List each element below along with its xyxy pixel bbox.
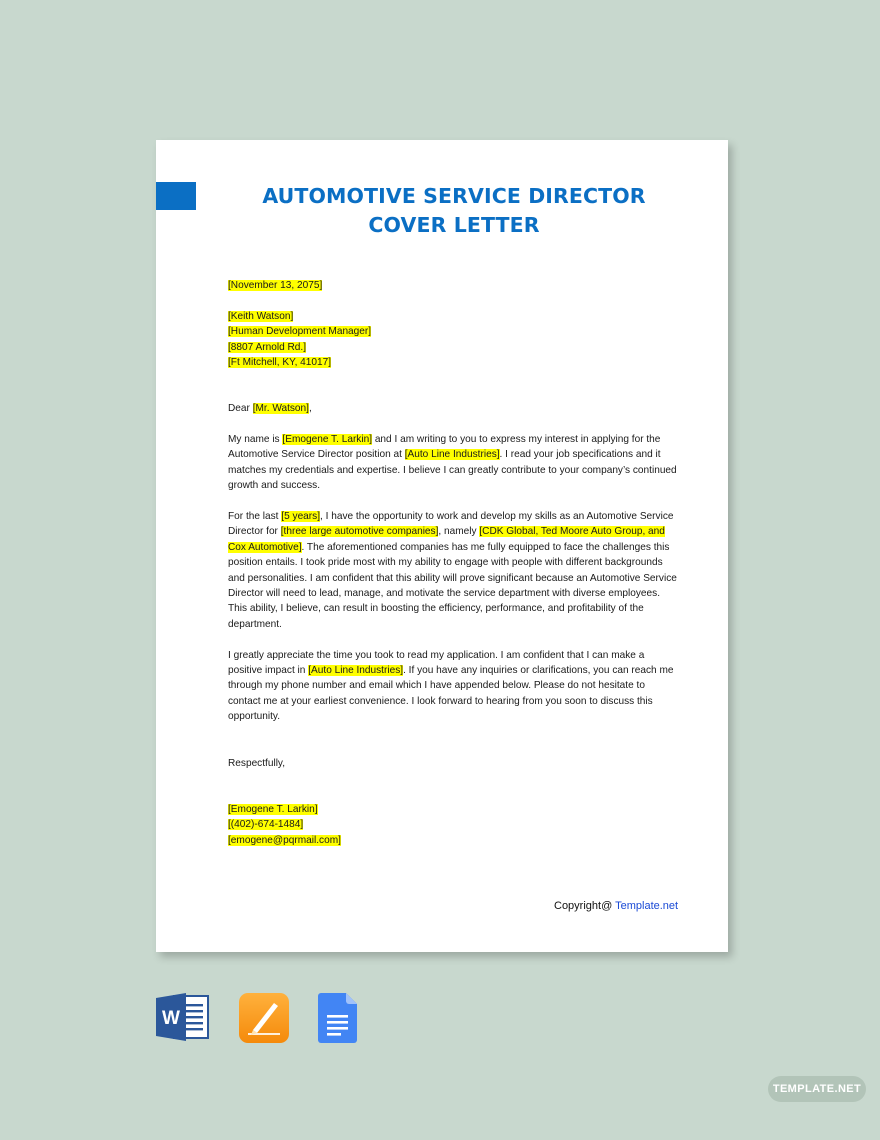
applicant-name-highlight: [Emogene T. Larkin] [282, 434, 373, 446]
word-icon[interactable] [156, 992, 210, 1047]
signature-email: [emogene@pqrmail.com] [228, 834, 341, 846]
years-highlight: [5 years] [281, 511, 321, 523]
document-page [156, 140, 728, 952]
companies-list-highlight: [CDK Global, Ted Moore Auto Group, and Cox Automotive] [228, 526, 665, 553]
date: [November 13, 2075] [228, 280, 323, 291]
date-line [228, 278, 680, 293]
signature-phone-line [228, 817, 680, 832]
salutation-prefix: Dear [228, 403, 253, 415]
paragraph-2: For the last [5 years], I have the opportunity to work and develop my skills as an Automotive Service Director for [three large automotive companies], namely [CDK Global, Ted Moore Auto Group, and Cox Automotive]. The aforementioned companies has me fully equipped to face the challenges this position entails. I took pride most with my ability to engage with people with different backgrounds and personalities. I am confident that this ability will prove significant because an Automotive Service Director will need to lead, manage, and motivate the service department with diverse employees. This ability, I believe, can result in boosting the efficiency, performance, and profitability of the department. [228, 511, 677, 630]
signature-name-line [228, 802, 680, 817]
document-title [156, 182, 752, 240]
recipient-position: [Human Development Manager] [228, 326, 372, 338]
copyright-text: Copyright@ [554, 900, 616, 912]
recipient-position-line [228, 324, 680, 339]
companies-count-highlight: [three large automotive companies] [280, 526, 439, 538]
svg-text:W: W [162, 1008, 180, 1029]
company-highlight-2: [Auto Line Industries] [308, 665, 404, 677]
paragraph-3: I greatly appreciate the time you took to read my application. I am confident that I can make a positive impact in [Auto Line Industries]. If you have any inquiries or clarifications, you can reach me through my phone number and email which I have appended below. Please do not hesitate to contact me at your earliest convenience. I look forward to hearing from you soon to discuss this opportunity. [228, 649, 674, 723]
salutation-name: [Mr. Watson] [252, 403, 309, 415]
signature-name: [Emogene T. Larkin] [228, 803, 318, 815]
company-highlight: [Auto Line Industries] [404, 449, 500, 461]
paragraph-1: My name is [Emogene T. Larkin] and I am writing to you to express my interest in applying for the Automotive Service Director position at [Auto Line Industries]. I read your job specifications and it matches my credentials and expertise. I believe I can greatly contribute to your company’s continued growth and success. [228, 434, 677, 492]
recipient-street: [8807 Arnold Rd.] [228, 341, 306, 353]
template-net-link[interactable]: Template.net [615, 900, 679, 912]
letter-body [228, 278, 680, 848]
salutation-suffix: , [308, 403, 312, 415]
template-net-watermark: TEMPLATE.NET [768, 1076, 866, 1102]
closing: Respectfully, [228, 757, 286, 769]
pages-icon[interactable] [238, 992, 290, 1049]
salutation [228, 401, 680, 416]
recipient-name: [Keith Watson] [228, 310, 294, 322]
recipient-name-line [228, 309, 680, 324]
signature-email-line [228, 833, 680, 848]
recipient-city: [Ft Mitchell, KY, 41017] [228, 357, 332, 369]
title-line-1: AUTOMOTIVE SERVICE DIRECTOR [262, 184, 646, 208]
copyright-notice [554, 900, 678, 912]
google-docs-icon[interactable] [318, 992, 358, 1049]
signature-phone: [(402)-674-1484] [228, 819, 304, 831]
title-line-2: COVER LETTER [368, 213, 540, 237]
recipient-street-line [228, 340, 680, 355]
recipient-city-line [228, 355, 680, 370]
